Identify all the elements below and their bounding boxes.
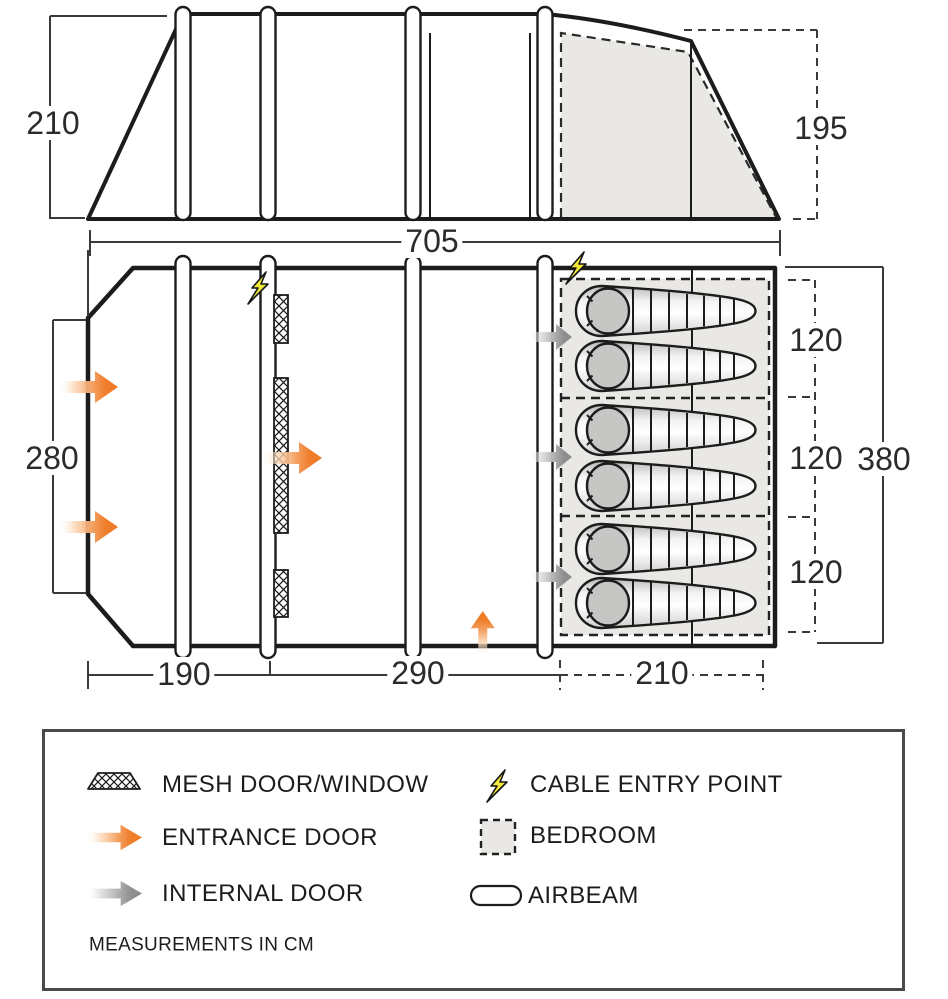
internal-door-legend-icon xyxy=(86,880,142,907)
bedroom-legend-icon xyxy=(478,817,518,857)
airbeam-legend-icon xyxy=(469,884,523,908)
side-bedroom-fill xyxy=(561,33,776,217)
legend-entrance-label: ENTRANCE DOOR xyxy=(162,824,378,851)
dim-bedroom-section-2: 120 xyxy=(785,441,846,475)
floor-plan-view xyxy=(53,250,883,690)
legend-mesh-label: MESH DOOR/WINDOW xyxy=(162,771,429,798)
side-elevation-view xyxy=(50,7,817,256)
legend-cable-label: CABLE ENTRY POINT xyxy=(530,771,783,798)
cable-entry-point-icon xyxy=(483,769,509,803)
legend-internal-label: INTERNAL DOOR xyxy=(162,880,364,907)
dim-bedroom-section-1: 120 xyxy=(785,323,846,357)
dim-total-length: 705 xyxy=(401,224,462,258)
dim-front-width: 280 xyxy=(21,441,82,475)
legend-airbeam-label: AIRBEAM xyxy=(528,882,639,909)
dim-bedroom-section-3: 120 xyxy=(785,555,846,589)
measurements-note: MEASUREMENTS IN CM xyxy=(89,934,314,956)
mesh-door-window-icon xyxy=(86,770,142,792)
dim-side-height-rear: 195 xyxy=(790,111,851,145)
entrance-door-legend-icon xyxy=(86,824,142,851)
dim-rear-width-total: 380 xyxy=(853,442,914,476)
dim-middle-section: 290 xyxy=(387,656,448,690)
legend-bedroom-label: BEDROOM xyxy=(530,822,657,849)
dim-bedroom-length: 210 xyxy=(631,656,692,690)
dim-side-height-front: 210 xyxy=(22,106,83,140)
dim-front-section: 190 xyxy=(153,657,214,691)
